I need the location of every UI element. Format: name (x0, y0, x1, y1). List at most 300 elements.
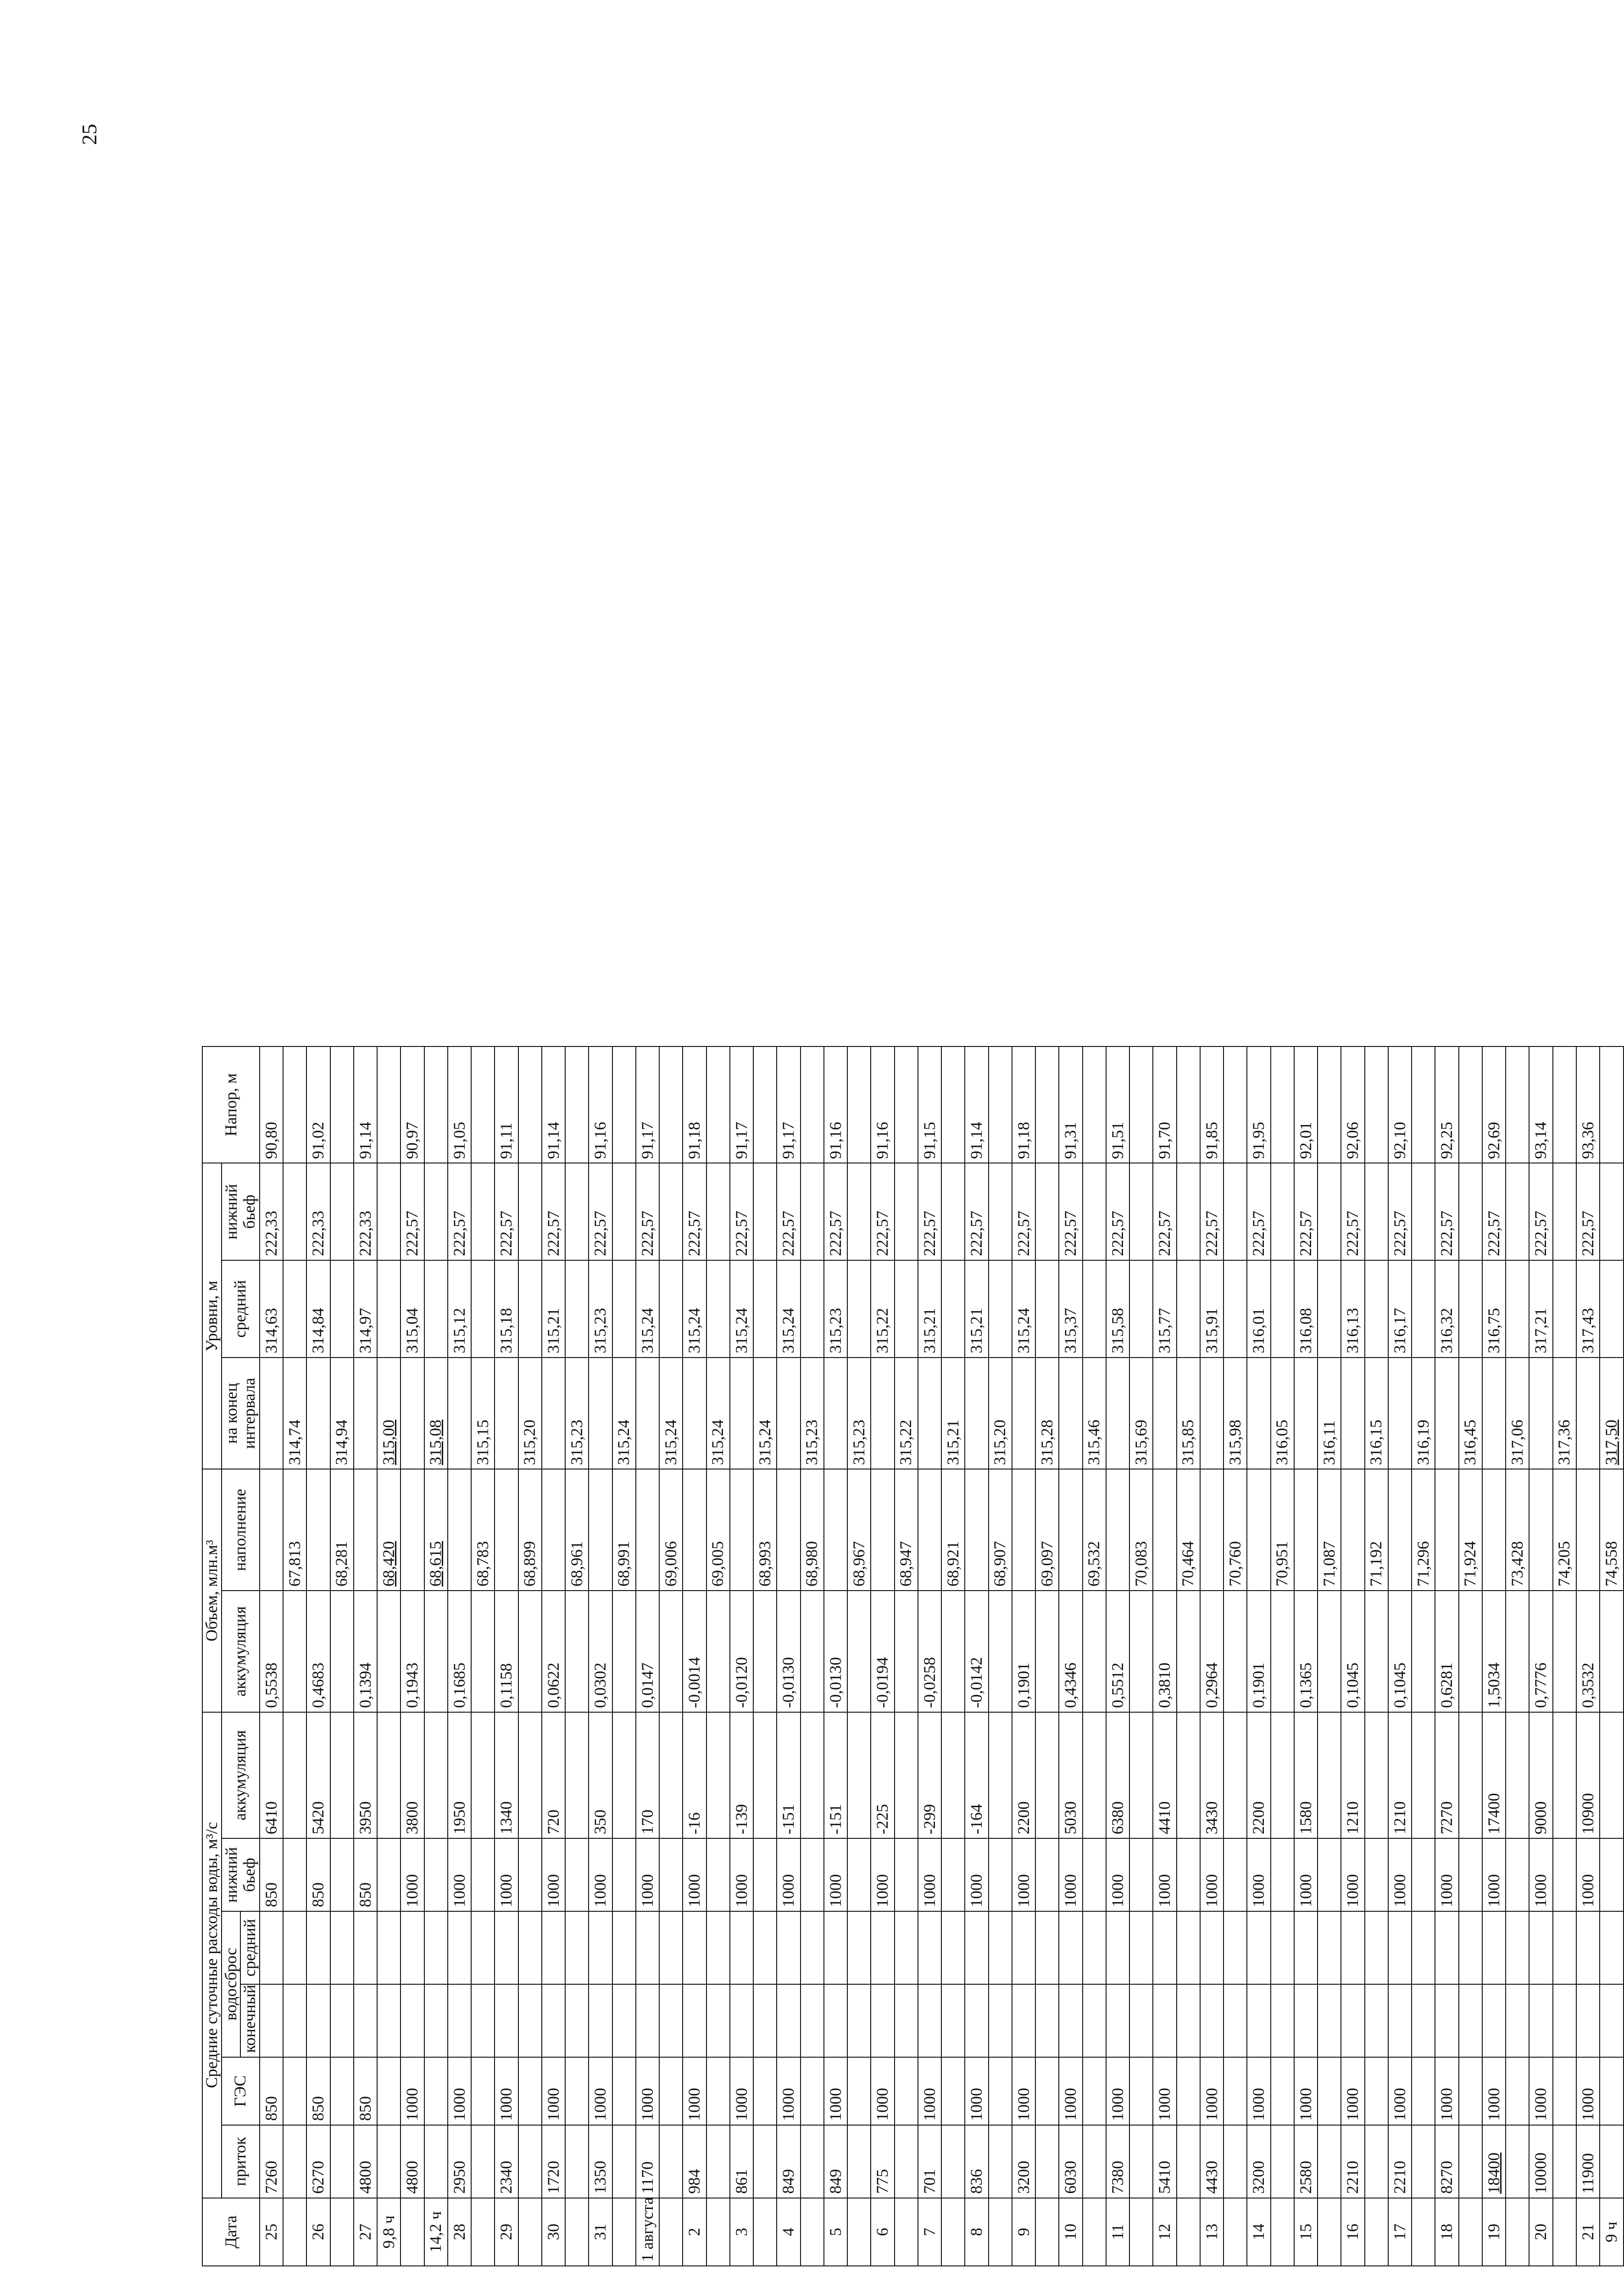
cell-lend (1012, 1358, 1035, 1469)
cell-hpp (895, 2057, 918, 2125)
cell-head (1600, 1046, 1624, 1163)
table-row (1083, 1046, 1106, 2266)
cell-spill-final (424, 1984, 448, 2057)
cell-spill-mean (1059, 1911, 1082, 1984)
cell-hpp: 850 (354, 2057, 377, 2125)
cell-tail (895, 1838, 918, 1911)
table-row (612, 1046, 636, 2266)
cell-lend (965, 1358, 988, 1469)
cell-fill (871, 1469, 894, 1591)
cell-spill-mean (1388, 1911, 1412, 1984)
cell-lend: 315,98 (1224, 1358, 1247, 1469)
cell-fill: 68,615 (424, 1469, 448, 1591)
cell-accum: 350 (589, 1712, 612, 1838)
cell-spill-mean (1106, 1911, 1129, 1984)
cell-tail: 1000 (683, 1838, 706, 1911)
table-row (1506, 1046, 1529, 2266)
cell-spill-mean (636, 1911, 659, 1984)
cell-tail: 850 (260, 1838, 283, 1911)
cell-vacc: 0,1685 (448, 1591, 471, 1712)
table-row (565, 1046, 589, 2266)
cell-inflow (989, 2125, 1012, 2198)
cell-lmean (612, 1260, 636, 1358)
cell-tail: 1000 (1247, 1838, 1270, 1911)
cell-accum (424, 1712, 448, 1838)
cell-fill: 68,993 (753, 1469, 777, 1591)
table-row (1435, 1046, 1458, 2266)
table-row (777, 1046, 800, 2266)
cell-ltail: 222,57 (824, 1163, 847, 1260)
table-row (1294, 1046, 1318, 2266)
cell-spill-final (1388, 1984, 1412, 2057)
cell-fill: 69,006 (659, 1469, 683, 1591)
cell-inflow (1553, 2125, 1576, 2198)
header-flows-group: Средние суточные расходы воды, м³/с (202, 1712, 222, 2198)
cell-lmean: 314,84 (306, 1260, 330, 1358)
cell-spill-mean (941, 1911, 965, 1984)
cell-inflow: 2340 (495, 2125, 518, 2198)
cell-ltail: 222,57 (871, 1163, 894, 1260)
cell-lend: 315,28 (1035, 1358, 1059, 1469)
cell-tail: 1000 (1529, 1838, 1552, 1911)
cell-ltail: 222,57 (636, 1163, 659, 1260)
cell-spill-mean (1129, 1911, 1153, 1984)
cell-inflow: 701 (918, 2125, 941, 2198)
cell-lend: 315,15 (471, 1358, 495, 1469)
cell-tail (1459, 1838, 1482, 1911)
cell-spill-mean (306, 1911, 330, 1984)
table-row (400, 1046, 424, 2266)
cell-inflow (847, 2125, 871, 2198)
cell-lmean: 316,13 (1341, 1260, 1364, 1358)
cell-vacc (471, 1591, 495, 1712)
cell-spill-mean (1600, 1911, 1624, 1984)
cell-inflow: 3200 (1247, 2125, 1270, 2198)
cell-date (330, 2198, 354, 2266)
cell-tail (1506, 1838, 1529, 1911)
cell-spill-mean (612, 1911, 636, 1984)
cell-hpp (1318, 2057, 1341, 2125)
cell-hpp (1083, 2057, 1106, 2125)
cell-inflow (283, 2125, 306, 2198)
cell-lmean (895, 1260, 918, 1358)
cell-lmean: 314,63 (260, 1260, 283, 1358)
cell-head (706, 1046, 730, 1163)
cell-head (895, 1046, 918, 1163)
cell-head: 92,01 (1294, 1046, 1318, 1163)
cell-lmean (283, 1260, 306, 1358)
cell-ltail: 222,57 (777, 1163, 800, 1260)
cell-lend: 314,74 (283, 1358, 306, 1469)
cell-inflow (1506, 2125, 1529, 2198)
cell-spill-final (1059, 1984, 1082, 2057)
table-row (1012, 1046, 1035, 2266)
cell-ltail (565, 1163, 589, 1260)
cell-fill: 71,087 (1318, 1469, 1341, 1591)
cell-head (1224, 1046, 1247, 1163)
cell-lend: 315,24 (706, 1358, 730, 1469)
cell-hpp (847, 2057, 871, 2125)
cell-date: 12 (1153, 2198, 1176, 2266)
cell-head (283, 1046, 306, 1163)
cell-fill: 70,083 (1129, 1469, 1153, 1591)
cell-hpp (989, 2057, 1012, 2125)
cell-hpp (753, 2057, 777, 2125)
cell-date (1506, 2198, 1529, 2266)
cell-date (659, 2198, 683, 2266)
cell-spill-mean (847, 1911, 871, 1984)
cell-ltail (1083, 1163, 1106, 1260)
cell-spill-final (612, 1984, 636, 2057)
cell-lend (1059, 1358, 1082, 1469)
cell-spill-final (683, 1984, 706, 2057)
cell-spill-final (471, 1984, 495, 2057)
cell-spill-final (1365, 1984, 1388, 2057)
cell-accum: -151 (777, 1712, 800, 1838)
cell-fill: 70,951 (1271, 1469, 1294, 1591)
cell-head: 93,14 (1529, 1046, 1552, 1163)
cell-spill-mean (1506, 1911, 1529, 1984)
cell-inflow (659, 2125, 683, 2198)
cell-spill-mean (1224, 1911, 1247, 1984)
cell-hpp: 1000 (1012, 2057, 1035, 2125)
cell-vacc (1553, 1591, 1576, 1712)
cell-tail (1035, 1838, 1059, 1911)
cell-vacc: 0,0622 (542, 1591, 565, 1712)
table-row (918, 1046, 941, 2266)
cell-lmean: 315,21 (918, 1260, 941, 1358)
cell-date (706, 2198, 730, 2266)
cell-date: 4 (777, 2198, 800, 2266)
cell-hpp: 1000 (1482, 2057, 1506, 2125)
cell-tail: 1000 (918, 1838, 941, 1911)
cell-vacc: -0,0142 (965, 1591, 988, 1712)
cell-tail (283, 1838, 306, 1911)
cell-inflow (895, 2125, 918, 2198)
cell-hpp: 1000 (1247, 2057, 1270, 2125)
cell-hpp: 1000 (871, 2057, 894, 2125)
cell-spill-final (1177, 1984, 1200, 2057)
cell-head: 91,14 (965, 1046, 988, 1163)
cell-tail: 1000 (730, 1838, 753, 1911)
cell-inflow (1318, 2125, 1341, 2198)
cell-accum: 2200 (1247, 1712, 1270, 1838)
cell-ltail: 222,57 (1576, 1163, 1600, 1260)
cell-lend (306, 1358, 330, 1469)
cell-date: 14,2 ч (424, 2198, 448, 2266)
cell-inflow (1365, 2125, 1388, 2198)
cell-inflow: 1350 (589, 2125, 612, 2198)
cell-fill: 69,532 (1083, 1469, 1106, 1591)
cell-inflow: 4800 (400, 2125, 424, 2198)
reservoir-regime-table-container (202, 1046, 1624, 2266)
rotated-table-frame (101, 523, 1621, 2262)
cell-hpp (283, 2057, 306, 2125)
cell-lmean: 315,12 (448, 1260, 471, 1358)
table-row (1529, 1046, 1552, 2266)
cell-tail: 1000 (1341, 1838, 1364, 1911)
cell-vacc: -0,0120 (730, 1591, 753, 1712)
cell-spill-mean (330, 1911, 354, 1984)
cell-spill-mean (283, 1911, 306, 1984)
cell-lend: 315,69 (1129, 1358, 1153, 1469)
cell-head (518, 1046, 542, 1163)
cell-vacc: 0,4346 (1059, 1591, 1082, 1712)
cell-hpp (471, 2057, 495, 2125)
cell-accum (1271, 1712, 1294, 1838)
table-row (1247, 1046, 1270, 2266)
cell-lend (1576, 1358, 1600, 1469)
table-body (260, 1046, 1624, 2266)
cell-ltail: 222,57 (918, 1163, 941, 1260)
cell-ltail: 222,33 (354, 1163, 377, 1260)
cell-spill-final (1083, 1984, 1106, 2057)
cell-lend (777, 1358, 800, 1469)
cell-head (753, 1046, 777, 1163)
cell-spill-mean (895, 1911, 918, 1984)
cell-vacc: 0,1943 (400, 1591, 424, 1712)
cell-hpp (706, 2057, 730, 2125)
cell-head (659, 1046, 683, 1163)
cell-fill (965, 1469, 988, 1591)
cell-fill (777, 1469, 800, 1591)
cell-vacc (518, 1591, 542, 1712)
cell-head (1035, 1046, 1059, 1163)
cell-date: 28 (448, 2198, 471, 2266)
cell-head: 91,16 (824, 1046, 847, 1163)
cell-hpp (801, 2057, 824, 2125)
cell-inflow: 984 (683, 2125, 706, 2198)
table-row (1388, 1046, 1412, 2266)
cell-lend (824, 1358, 847, 1469)
cell-vacc (1035, 1591, 1059, 1712)
cell-spill-final (589, 1984, 612, 2057)
table-row (1459, 1046, 1482, 2266)
cell-lend (448, 1358, 471, 1469)
cell-ltail (424, 1163, 448, 1260)
cell-accum: 5420 (306, 1712, 330, 1838)
cell-inflow (377, 2125, 400, 2198)
cell-head (1177, 1046, 1200, 1163)
cell-lmean: 315,23 (589, 1260, 612, 1358)
cell-lmean (1600, 1260, 1624, 1358)
cell-lend (1341, 1358, 1364, 1469)
cell-spill-final (1247, 1984, 1270, 2057)
cell-lmean: 316,17 (1388, 1260, 1412, 1358)
cell-accum: 3430 (1200, 1712, 1224, 1838)
cell-head: 93,36 (1576, 1046, 1600, 1163)
cell-vacc: 0,7776 (1529, 1591, 1552, 1712)
header-level-end: на конец интервала (222, 1358, 260, 1469)
cell-lmean (847, 1260, 871, 1358)
cell-hpp: 1000 (448, 2057, 471, 2125)
cell-spill-mean (706, 1911, 730, 1984)
cell-ltail: 222,57 (448, 1163, 471, 1260)
cell-head (1271, 1046, 1294, 1163)
cell-fill: 68,947 (895, 1469, 918, 1591)
table-row (1106, 1046, 1129, 2266)
cell-hpp: 1000 (683, 2057, 706, 2125)
cell-inflow: 2210 (1341, 2125, 1364, 2198)
cell-accum: 720 (542, 1712, 565, 1838)
cell-spill-mean (1365, 1911, 1388, 1984)
page-number: 25 (78, 124, 101, 145)
cell-vacc (1224, 1591, 1247, 1712)
cell-lmean (659, 1260, 683, 1358)
cell-date: 19 (1482, 2198, 1506, 2266)
cell-lmean (1506, 1260, 1529, 1358)
cell-ltail (1365, 1163, 1388, 1260)
cell-vacc (283, 1591, 306, 1712)
cell-vacc: 0,2964 (1200, 1591, 1224, 1712)
cell-inflow (330, 2125, 354, 2198)
cell-ltail (1506, 1163, 1529, 1260)
cell-tail (1271, 1838, 1294, 1911)
cell-hpp: 1000 (1576, 2057, 1600, 2125)
table-row (542, 1046, 565, 2266)
cell-accum (1035, 1712, 1059, 1838)
table-row (659, 1046, 683, 2266)
cell-accum (1459, 1712, 1482, 1838)
cell-vacc (330, 1591, 354, 1712)
cell-hpp: 1000 (824, 2057, 847, 2125)
cell-tail: 1000 (965, 1838, 988, 1911)
cell-fill (1576, 1469, 1600, 1591)
cell-lmean (471, 1260, 495, 1358)
cell-spill-final (1318, 1984, 1341, 2057)
cell-ltail: 222,57 (965, 1163, 988, 1260)
cell-lend (1200, 1358, 1224, 1469)
cell-vacc: 0,1394 (354, 1591, 377, 1712)
cell-vacc: 0,1901 (1247, 1591, 1270, 1712)
cell-tail (1177, 1838, 1200, 1911)
cell-lmean: 315,22 (871, 1260, 894, 1358)
cell-date: 16 (1341, 2198, 1364, 2266)
cell-lend: 315,85 (1177, 1358, 1200, 1469)
cell-lmean (1271, 1260, 1294, 1358)
cell-lend: 315,21 (941, 1358, 965, 1469)
cell-ltail (1412, 1163, 1435, 1260)
cell-hpp: 1000 (1059, 2057, 1082, 2125)
cell-date: 13 (1200, 2198, 1224, 2266)
table-row (354, 1046, 377, 2266)
cell-vacc: 0,5538 (260, 1591, 283, 1712)
cell-lend: 315,24 (753, 1358, 777, 1469)
cell-accum (659, 1712, 683, 1838)
cell-spill-final (847, 1984, 871, 2057)
cell-tail: 1000 (1200, 1838, 1224, 1911)
cell-fill (542, 1469, 565, 1591)
table-row (589, 1046, 612, 2266)
cell-spill-final (1412, 1984, 1435, 2057)
cell-ltail: 222,57 (1341, 1163, 1364, 1260)
cell-spill-final (1106, 1984, 1129, 2057)
cell-lmean: 316,32 (1435, 1260, 1458, 1358)
cell-spill-final (895, 1984, 918, 2057)
cell-lend: 317,50 (1600, 1358, 1624, 1469)
cell-ltail (706, 1163, 730, 1260)
cell-date (1365, 2198, 1388, 2266)
cell-inflow: 6270 (306, 2125, 330, 2198)
cell-spill-mean (1247, 1911, 1270, 1984)
cell-hpp (1600, 2057, 1624, 2125)
cell-date (565, 2198, 589, 2266)
table-row (1576, 1046, 1600, 2266)
cell-head (612, 1046, 636, 1163)
cell-inflow: 10000 (1529, 2125, 1552, 2198)
cell-fill: 69,097 (1035, 1469, 1059, 1591)
cell-accum (847, 1712, 871, 1838)
cell-ltail (518, 1163, 542, 1260)
table-row (753, 1046, 777, 2266)
cell-fill (730, 1469, 753, 1591)
cell-vacc (424, 1591, 448, 1712)
cell-fill (1388, 1469, 1412, 1591)
cell-lmean (801, 1260, 824, 1358)
cell-inflow: 18400 (1482, 2125, 1506, 2198)
cell-spill-final (941, 1984, 965, 2057)
cell-head: 91,31 (1059, 1046, 1082, 1163)
header-spillway-mean: средний (240, 1911, 260, 1984)
cell-vacc: 0,1365 (1294, 1591, 1318, 1712)
cell-lend (260, 1358, 283, 1469)
table-row (824, 1046, 847, 2266)
cell-date (612, 2198, 636, 2266)
cell-lend (1106, 1358, 1129, 1469)
cell-vacc (1271, 1591, 1294, 1712)
table-row (377, 1046, 400, 2266)
header-filling: наполнение (222, 1469, 260, 1591)
cell-lmean: 315,24 (777, 1260, 800, 1358)
cell-vacc: 0,0302 (589, 1591, 612, 1712)
cell-accum (801, 1712, 824, 1838)
cell-lend (354, 1358, 377, 1469)
cell-accum: 1210 (1341, 1712, 1364, 1838)
cell-accum: 9000 (1529, 1712, 1552, 1838)
cell-head (1365, 1046, 1388, 1163)
cell-lmean: 315,91 (1200, 1260, 1224, 1358)
cell-spill-mean (1318, 1911, 1341, 1984)
cell-hpp (1553, 2057, 1576, 2125)
cell-inflow: 7260 (260, 2125, 283, 2198)
cell-spill-final (1529, 1984, 1552, 2057)
cell-hpp (612, 2057, 636, 2125)
cell-lend (1294, 1358, 1318, 1469)
cell-ltail: 222,57 (1482, 1163, 1506, 1260)
cell-accum: 6380 (1106, 1712, 1129, 1838)
cell-date (1129, 2198, 1153, 2266)
cell-accum: 17400 (1482, 1712, 1506, 1838)
table-row (1035, 1046, 1059, 2266)
cell-ltail (283, 1163, 306, 1260)
cell-lmean: 315,58 (1106, 1260, 1129, 1358)
cell-lend (636, 1358, 659, 1469)
header-spillway-group: водосброс (222, 1911, 241, 2057)
cell-fill (636, 1469, 659, 1591)
cell-lend (1435, 1358, 1458, 1469)
cell-tail: 850 (354, 1838, 377, 1911)
cell-lmean (518, 1260, 542, 1358)
table-row (871, 1046, 894, 2266)
header-spillway-final: конечный (240, 1984, 260, 2057)
cell-inflow (1177, 2125, 1200, 2198)
cell-lmean: 316,01 (1247, 1260, 1270, 1358)
cell-fill (1247, 1469, 1270, 1591)
cell-vacc: 0,5512 (1106, 1591, 1129, 1712)
cell-spill-mean (1012, 1911, 1035, 1984)
cell-head: 91,17 (777, 1046, 800, 1163)
cell-lend (918, 1358, 941, 1469)
